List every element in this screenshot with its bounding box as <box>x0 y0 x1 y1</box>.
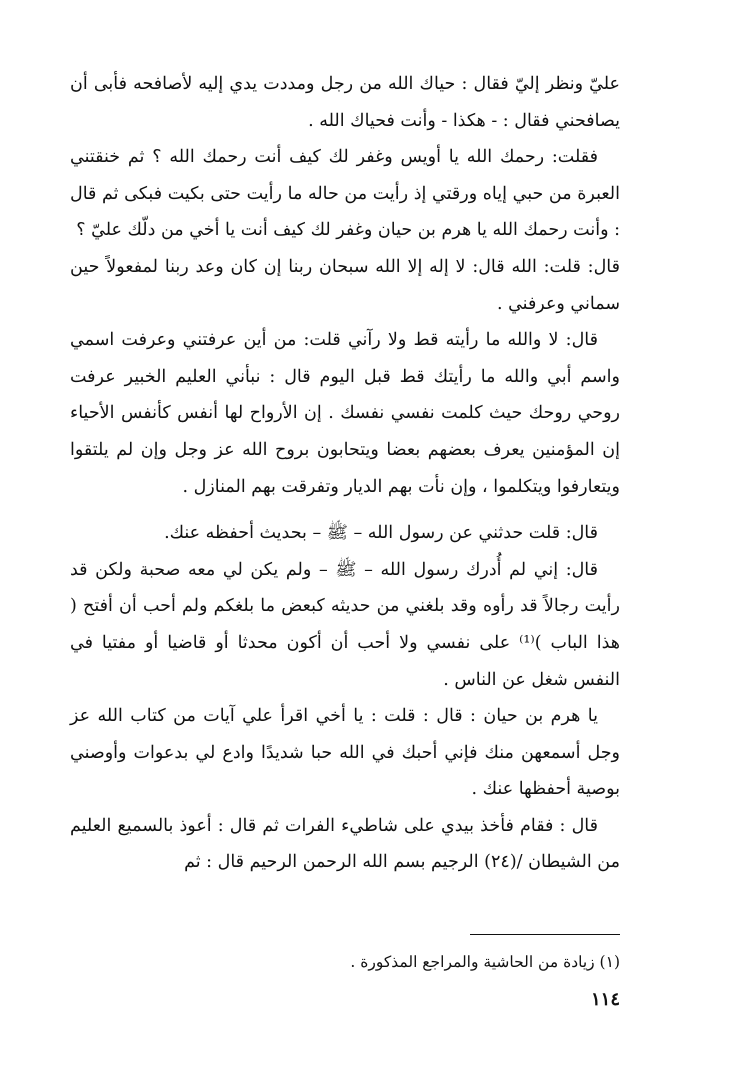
paragraph-4: قال: لا والله ما رأيته قط ولا رآني قلت: من أين عرفتني وعرفت اسمي واسم أبي والله ما رأيتك قط قبل اليوم قال : نبأني العليم الخبير عرفت روحي روحك حيث كلمت نفسي نفسك . إن الأرواح لها أنفس كأنفس الأحياء إن المؤمنين يعرف بعضهم بعضا ويتحابون بروح الله عز وجل وإن لم يلتقوا ويتعارفوا ويتكلموا ، وإن نأت بهم الديار وتفرقت بهم المنازل . <box>70 330 620 497</box>
main-text <box>70 66 620 881</box>
paragraph-7: يا هرم بن حيان : قال : قلت : يا أخي اقرأ علي آيات من كتاب الله عز وجل أسمعهن منك فإني أحبك في الله حبا شديدًا وادع لي بدعوات وأوصني بوصية أحفظها عنك . <box>70 706 620 800</box>
footnote: (١) زيادة من الحاشية والمراجع المذكورة . <box>350 953 620 971</box>
page-number: ١١٤ <box>590 989 620 1010</box>
paragraph-5: قال: قلت حدثني عن رسول الله – ﷺ – بحديث أحفظه عنك. <box>164 523 598 544</box>
paragraph-1: عليّ ونظر إليّ فقال : حياك الله من رجل ومددت يدي إليه لأصافحه فأبى أن يصافحني فقال : - هكذا - وأنت فحياك الله . <box>70 74 620 131</box>
paragraph-6: قال: إني لم أُدرك رسول الله – ﷺ – ولم يكن لي معه صحبة ولكن قد رأيت رجالاً قد رأوه وقد بلغني من حديثه كبعض ما بلغكم ولم أحب أن أفتح ( هذا الباب )⁽¹⁾ على نفسي ولا أحب أن أكون محدثا أو قاضيا أو مفتيا في النفس شغل عن الناس . <box>70 559 620 690</box>
paragraph-8: قال : فقام فأخذ بيدي على شاطيء الفرات ثم قال : أعوذ بالسميع العليم من الشيطان /(٢٤) الرجيم بسم الله الرحمن الرحيم قال : ثم <box>70 815 620 873</box>
footnote-divider <box>470 934 620 935</box>
paragraph-3: قال: قلت: الله قال: لا إله إلا الله سبحان ربنا إن كان وعد ربنا لمفعولاً حين سماني وعرفني . <box>70 256 620 314</box>
paragraph-2: فقلت: رحمك الله يا أويس وغفر لك كيف أنت رحمك الله ؟ ثم خنقتني العبرة من حبي إياه ورقتي إذ رأيت من حاله ما رأيت حتى بكيت فبكى ثم قال : وأنت رحمك الله يا هرم بن حيان وغفر لك كيف أنت يا أخي من دلّك عليّ ؟ <box>70 147 620 241</box>
